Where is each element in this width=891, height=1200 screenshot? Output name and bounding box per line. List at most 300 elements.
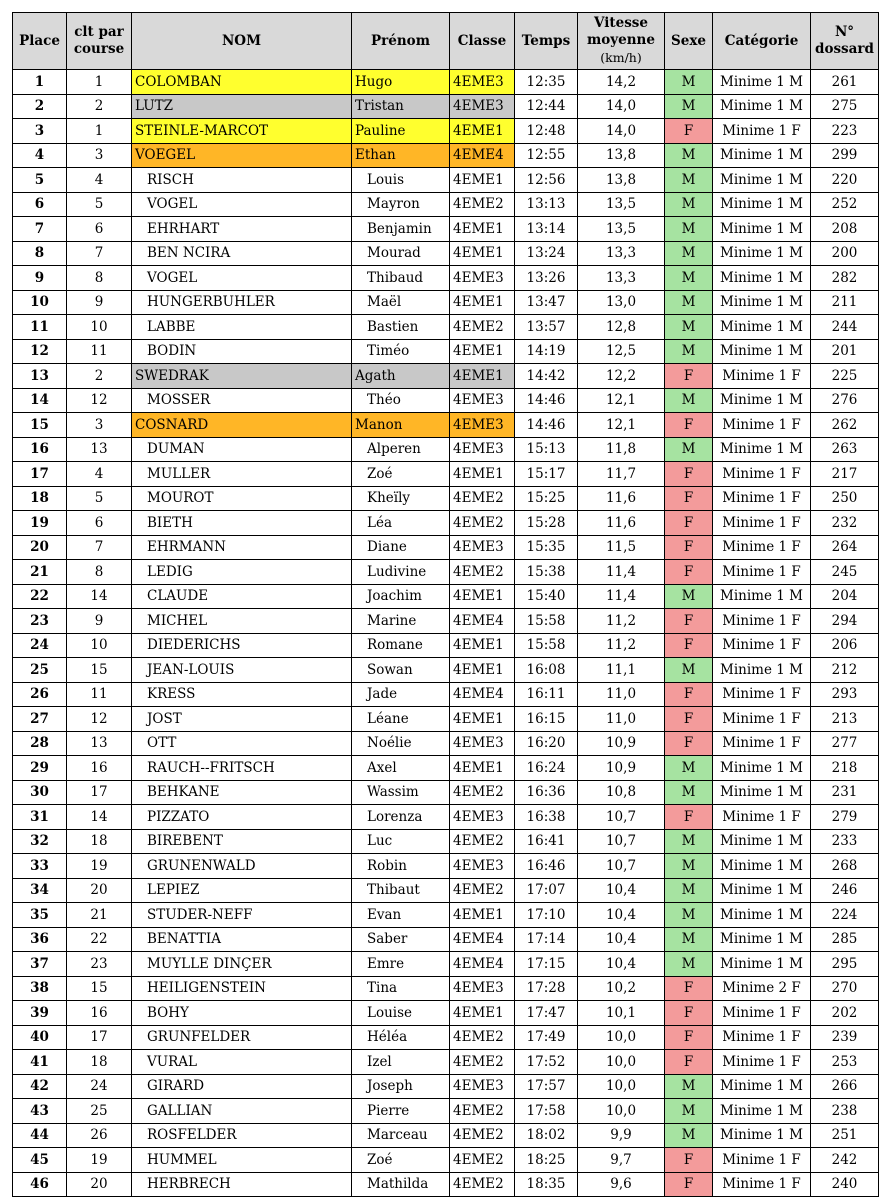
cell-categorie: Minime 1 M bbox=[713, 952, 811, 977]
cell-nom: KRESS bbox=[132, 682, 352, 707]
cell-vitesse: 13,8 bbox=[578, 143, 665, 168]
cell-temps: 17:47 bbox=[515, 1001, 578, 1026]
cell-classe: 4EME2 bbox=[450, 486, 515, 511]
table-row bbox=[13, 94, 879, 119]
cell-sexe: M bbox=[665, 1099, 713, 1124]
cell-temps: 16:08 bbox=[515, 658, 578, 683]
cell-categorie: Minime 1 M bbox=[713, 290, 811, 315]
cell-place: 7 bbox=[13, 217, 67, 242]
cell-categorie: Minime 1 M bbox=[713, 266, 811, 291]
cell-dossard: 208 bbox=[811, 217, 879, 242]
cell-place: 28 bbox=[13, 731, 67, 756]
cell-vitesse: 14,0 bbox=[578, 119, 665, 144]
table-row bbox=[13, 927, 879, 952]
cell-categorie: Minime 1 M bbox=[713, 1074, 811, 1099]
cell-dossard: 262 bbox=[811, 413, 879, 438]
cell-temps: 13:13 bbox=[515, 192, 578, 217]
cell-classe: 4EME2 bbox=[450, 560, 515, 585]
cell-sexe: M bbox=[665, 756, 713, 781]
cell-classe: 4EME1 bbox=[450, 290, 515, 315]
cell-prenom: Thibaut bbox=[352, 878, 450, 903]
header-temps: Temps bbox=[515, 13, 578, 70]
cell-place: 11 bbox=[13, 315, 67, 340]
cell-dossard: 213 bbox=[811, 707, 879, 732]
cell-categorie: Minime 1 F bbox=[713, 707, 811, 732]
cell-vitesse: 10,1 bbox=[578, 1001, 665, 1026]
cell-sexe: F bbox=[665, 1148, 713, 1173]
cell-classe: 4EME2 bbox=[450, 1050, 515, 1075]
cell-prenom: Luc bbox=[352, 829, 450, 854]
cell-prenom: Louise bbox=[352, 1001, 450, 1026]
cell-categorie: Minime 1 F bbox=[713, 731, 811, 756]
cell-classe: 4EME1 bbox=[450, 339, 515, 364]
cell-dossard: 299 bbox=[811, 143, 879, 168]
cell-dossard: 220 bbox=[811, 168, 879, 193]
cell-classe: 4EME2 bbox=[450, 878, 515, 903]
table-row bbox=[13, 854, 879, 879]
cell-sexe: F bbox=[665, 1025, 713, 1050]
cell-nom: MICHEL bbox=[132, 609, 352, 634]
cell-categorie: Minime 1 M bbox=[713, 168, 811, 193]
cell-categorie: Minime 1 M bbox=[713, 927, 811, 952]
cell-dossard: 212 bbox=[811, 658, 879, 683]
cell-clt: 18 bbox=[67, 829, 132, 854]
cell-classe: 4EME3 bbox=[450, 535, 515, 560]
cell-nom: MUYLLE DINÇER bbox=[132, 952, 352, 977]
cell-clt: 1 bbox=[67, 70, 132, 95]
cell-vitesse: 10,0 bbox=[578, 1050, 665, 1075]
cell-categorie: Minime 1 F bbox=[713, 805, 811, 830]
cell-vitesse: 10,9 bbox=[578, 756, 665, 781]
cell-temps: 13:47 bbox=[515, 290, 578, 315]
cell-prenom: Thibaud bbox=[352, 266, 450, 291]
cell-classe: 4EME2 bbox=[450, 192, 515, 217]
cell-dossard: 242 bbox=[811, 1148, 879, 1173]
cell-categorie: Minime 1 M bbox=[713, 94, 811, 119]
cell-nom: PIZZATO bbox=[132, 805, 352, 830]
cell-vitesse: 11,6 bbox=[578, 511, 665, 536]
cell-place: 30 bbox=[13, 780, 67, 805]
cell-dossard: 233 bbox=[811, 829, 879, 854]
cell-classe: 4EME4 bbox=[450, 952, 515, 977]
cell-classe: 4EME2 bbox=[450, 511, 515, 536]
cell-nom: LUTZ bbox=[132, 94, 352, 119]
cell-classe: 4EME4 bbox=[450, 682, 515, 707]
cell-vitesse: 12,8 bbox=[578, 315, 665, 340]
cell-place: 42 bbox=[13, 1074, 67, 1099]
cell-prenom: Ludivine bbox=[352, 560, 450, 585]
cell-place: 12 bbox=[13, 339, 67, 364]
cell-vitesse: 10,0 bbox=[578, 1099, 665, 1124]
cell-prenom: Louis bbox=[352, 168, 450, 193]
cell-prenom: Mathilda bbox=[352, 1172, 450, 1197]
cell-place: 20 bbox=[13, 535, 67, 560]
cell-prenom: Izel bbox=[352, 1050, 450, 1075]
cell-nom: GIRARD bbox=[132, 1074, 352, 1099]
cell-prenom: Diane bbox=[352, 535, 450, 560]
header-vitesse bbox=[578, 13, 665, 70]
cell-place: 9 bbox=[13, 266, 67, 291]
table-row bbox=[13, 119, 879, 144]
cell-vitesse: 11,0 bbox=[578, 707, 665, 732]
cell-dossard: 294 bbox=[811, 609, 879, 634]
cell-vitesse: 14,0 bbox=[578, 94, 665, 119]
cell-clt: 2 bbox=[67, 364, 132, 389]
table-row bbox=[13, 462, 879, 487]
cell-sexe: F bbox=[665, 805, 713, 830]
cell-temps: 17:07 bbox=[515, 878, 578, 903]
cell-place: 46 bbox=[13, 1172, 67, 1197]
cell-temps: 16:41 bbox=[515, 829, 578, 854]
cell-clt: 8 bbox=[67, 560, 132, 585]
cell-categorie: Minime 1 M bbox=[713, 437, 811, 462]
cell-prenom: Alperen bbox=[352, 437, 450, 462]
cell-prenom: Théo bbox=[352, 388, 450, 413]
cell-place: 41 bbox=[13, 1050, 67, 1075]
cell-categorie: Minime 1 F bbox=[713, 119, 811, 144]
cell-nom: LEDIG bbox=[132, 560, 352, 585]
cell-temps: 14:46 bbox=[515, 413, 578, 438]
cell-categorie: Minime 1 M bbox=[713, 143, 811, 168]
cell-dossard: 217 bbox=[811, 462, 879, 487]
cell-nom: VURAL bbox=[132, 1050, 352, 1075]
cell-dossard: 232 bbox=[811, 511, 879, 536]
cell-nom: LABBE bbox=[132, 315, 352, 340]
cell-place: 27 bbox=[13, 707, 67, 732]
results-table bbox=[12, 12, 879, 1197]
cell-nom: BEN NCIRA bbox=[132, 241, 352, 266]
cell-dossard: 218 bbox=[811, 756, 879, 781]
cell-clt: 20 bbox=[67, 1172, 132, 1197]
cell-clt: 4 bbox=[67, 462, 132, 487]
cell-categorie: Minime 1 M bbox=[713, 829, 811, 854]
cell-dossard: 204 bbox=[811, 584, 879, 609]
cell-sexe: F bbox=[665, 1001, 713, 1026]
cell-nom: RISCH bbox=[132, 168, 352, 193]
cell-sexe: F bbox=[665, 976, 713, 1001]
cell-nom: MOUROT bbox=[132, 486, 352, 511]
cell-classe: 4EME4 bbox=[450, 143, 515, 168]
cell-place: 1 bbox=[13, 70, 67, 95]
cell-nom: MOSSER bbox=[132, 388, 352, 413]
cell-dossard: 211 bbox=[811, 290, 879, 315]
cell-clt: 8 bbox=[67, 266, 132, 291]
cell-vitesse: 10,4 bbox=[578, 878, 665, 903]
cell-clt: 1 bbox=[67, 119, 132, 144]
header-dossard: N° dossard bbox=[811, 13, 879, 70]
cell-dossard: 263 bbox=[811, 437, 879, 462]
cell-temps: 16:11 bbox=[515, 682, 578, 707]
cell-dossard: 201 bbox=[811, 339, 879, 364]
cell-clt: 12 bbox=[67, 388, 132, 413]
cell-sexe: F bbox=[665, 560, 713, 585]
cell-dossard: 240 bbox=[811, 1172, 879, 1197]
cell-temps: 16:15 bbox=[515, 707, 578, 732]
cell-temps: 12:55 bbox=[515, 143, 578, 168]
cell-place: 14 bbox=[13, 388, 67, 413]
cell-categorie: Minime 1 F bbox=[713, 462, 811, 487]
table-row bbox=[13, 805, 879, 830]
cell-vitesse: 13,8 bbox=[578, 168, 665, 193]
cell-prenom: Marine bbox=[352, 609, 450, 634]
cell-prenom: Mayron bbox=[352, 192, 450, 217]
table-row bbox=[13, 829, 879, 854]
cell-vitesse: 11,1 bbox=[578, 658, 665, 683]
table-row bbox=[13, 511, 879, 536]
cell-sexe: M bbox=[665, 584, 713, 609]
cell-temps: 12:35 bbox=[515, 70, 578, 95]
cell-temps: 17:49 bbox=[515, 1025, 578, 1050]
cell-categorie: Minime 1 M bbox=[713, 756, 811, 781]
cell-classe: 4EME1 bbox=[450, 658, 515, 683]
cell-sexe: M bbox=[665, 290, 713, 315]
cell-dossard: 202 bbox=[811, 1001, 879, 1026]
cell-dossard: 285 bbox=[811, 927, 879, 952]
header-classe: Classe bbox=[450, 13, 515, 70]
cell-clt: 26 bbox=[67, 1123, 132, 1148]
cell-sexe: F bbox=[665, 707, 713, 732]
cell-prenom: Saber bbox=[352, 927, 450, 952]
cell-sexe: F bbox=[665, 364, 713, 389]
table-row bbox=[13, 633, 879, 658]
cell-vitesse: 10,2 bbox=[578, 976, 665, 1001]
cell-classe: 4EME2 bbox=[450, 1123, 515, 1148]
cell-temps: 17:52 bbox=[515, 1050, 578, 1075]
cell-vitesse: 11,2 bbox=[578, 609, 665, 634]
cell-sexe: F bbox=[665, 511, 713, 536]
cell-temps: 18:25 bbox=[515, 1148, 578, 1173]
cell-prenom: Maël bbox=[352, 290, 450, 315]
cell-place: 13 bbox=[13, 364, 67, 389]
table-row bbox=[13, 486, 879, 511]
table-row bbox=[13, 976, 879, 1001]
cell-vitesse: 10,7 bbox=[578, 829, 665, 854]
cell-categorie: Minime 1 M bbox=[713, 1099, 811, 1124]
cell-nom: STEINLE-MARCOT bbox=[132, 119, 352, 144]
table-row bbox=[13, 731, 879, 756]
cell-temps: 15:40 bbox=[515, 584, 578, 609]
cell-vitesse: 10,4 bbox=[578, 903, 665, 928]
cell-temps: 17:28 bbox=[515, 976, 578, 1001]
cell-nom: JEAN-LOUIS bbox=[132, 658, 352, 683]
cell-vitesse: 11,8 bbox=[578, 437, 665, 462]
cell-sexe: M bbox=[665, 217, 713, 242]
cell-categorie: Minime 1 F bbox=[713, 560, 811, 585]
cell-temps: 18:35 bbox=[515, 1172, 578, 1197]
cell-categorie: Minime 1 M bbox=[713, 241, 811, 266]
cell-sexe: M bbox=[665, 854, 713, 879]
table-row bbox=[13, 535, 879, 560]
cell-nom: EHRMANN bbox=[132, 535, 352, 560]
cell-dossard: 282 bbox=[811, 266, 879, 291]
cell-vitesse: 10,9 bbox=[578, 731, 665, 756]
cell-clt: 16 bbox=[67, 756, 132, 781]
cell-clt: 5 bbox=[67, 486, 132, 511]
cell-classe: 4EME3 bbox=[450, 266, 515, 291]
cell-vitesse: 13,0 bbox=[578, 290, 665, 315]
cell-vitesse: 10,7 bbox=[578, 854, 665, 879]
cell-dossard: 223 bbox=[811, 119, 879, 144]
cell-sexe: M bbox=[665, 94, 713, 119]
cell-sexe: F bbox=[665, 535, 713, 560]
cell-vitesse: 10,8 bbox=[578, 780, 665, 805]
cell-dossard: 275 bbox=[811, 94, 879, 119]
cell-classe: 4EME4 bbox=[450, 927, 515, 952]
table-row bbox=[13, 878, 879, 903]
cell-place: 39 bbox=[13, 1001, 67, 1026]
cell-prenom: Kheïly bbox=[352, 486, 450, 511]
cell-classe: 4EME3 bbox=[450, 437, 515, 462]
cell-sexe: M bbox=[665, 70, 713, 95]
cell-prenom: Jade bbox=[352, 682, 450, 707]
cell-prenom: Agath bbox=[352, 364, 450, 389]
cell-place: 15 bbox=[13, 413, 67, 438]
cell-classe: 4EME3 bbox=[450, 70, 515, 95]
cell-classe: 4EME1 bbox=[450, 217, 515, 242]
cell-classe: 4EME1 bbox=[450, 462, 515, 487]
cell-clt: 25 bbox=[67, 1099, 132, 1124]
cell-prenom: Bastien bbox=[352, 315, 450, 340]
cell-place: 19 bbox=[13, 511, 67, 536]
cell-categorie: Minime 1 F bbox=[713, 633, 811, 658]
cell-temps: 13:24 bbox=[515, 241, 578, 266]
cell-dossard: 231 bbox=[811, 780, 879, 805]
cell-temps: 15:35 bbox=[515, 535, 578, 560]
cell-sexe: M bbox=[665, 1074, 713, 1099]
cell-clt: 19 bbox=[67, 854, 132, 879]
cell-prenom: Robin bbox=[352, 854, 450, 879]
cell-prenom: Ethan bbox=[352, 143, 450, 168]
table-row bbox=[13, 756, 879, 781]
cell-temps: 12:56 bbox=[515, 168, 578, 193]
cell-dossard: 295 bbox=[811, 952, 879, 977]
cell-vitesse: 13,5 bbox=[578, 192, 665, 217]
table-row bbox=[13, 609, 879, 634]
cell-place: 34 bbox=[13, 878, 67, 903]
cell-nom: MULLER bbox=[132, 462, 352, 487]
cell-place: 3 bbox=[13, 119, 67, 144]
cell-place: 23 bbox=[13, 609, 67, 634]
cell-sexe: M bbox=[665, 952, 713, 977]
cell-prenom: Héléa bbox=[352, 1025, 450, 1050]
table-row bbox=[13, 1001, 879, 1026]
table-row bbox=[13, 1099, 879, 1124]
cell-place: 26 bbox=[13, 682, 67, 707]
cell-nom: EHRHART bbox=[132, 217, 352, 242]
cell-temps: 15:58 bbox=[515, 633, 578, 658]
cell-nom: BOHY bbox=[132, 1001, 352, 1026]
table-row bbox=[13, 339, 879, 364]
cell-place: 31 bbox=[13, 805, 67, 830]
cell-nom: DUMAN bbox=[132, 437, 352, 462]
cell-prenom: Noélie bbox=[352, 731, 450, 756]
table-row bbox=[13, 1074, 879, 1099]
cell-categorie: Minime 1 F bbox=[713, 1172, 811, 1197]
cell-categorie: Minime 1 F bbox=[713, 1025, 811, 1050]
cell-categorie: Minime 1 F bbox=[713, 486, 811, 511]
table-row bbox=[13, 952, 879, 977]
cell-sexe: M bbox=[665, 878, 713, 903]
cell-categorie: Minime 1 M bbox=[713, 70, 811, 95]
cell-temps: 15:25 bbox=[515, 486, 578, 511]
cell-clt: 21 bbox=[67, 903, 132, 928]
cell-categorie: Minime 2 F bbox=[713, 976, 811, 1001]
cell-sexe: M bbox=[665, 388, 713, 413]
cell-categorie: Minime 1 F bbox=[713, 609, 811, 634]
table-row bbox=[13, 560, 879, 585]
cell-prenom: Wassim bbox=[352, 780, 450, 805]
cell-categorie: Minime 1 M bbox=[713, 658, 811, 683]
cell-temps: 15:58 bbox=[515, 609, 578, 634]
cell-sexe: F bbox=[665, 731, 713, 756]
cell-vitesse: 10,4 bbox=[578, 927, 665, 952]
header-categorie: Catégorie bbox=[713, 13, 811, 70]
cell-clt: 12 bbox=[67, 707, 132, 732]
cell-classe: 4EME2 bbox=[450, 1148, 515, 1173]
cell-nom: RAUCH--FRITSCH bbox=[132, 756, 352, 781]
cell-classe: 4EME2 bbox=[450, 1099, 515, 1124]
cell-place: 10 bbox=[13, 290, 67, 315]
cell-place: 5 bbox=[13, 168, 67, 193]
cell-vitesse: 11,4 bbox=[578, 584, 665, 609]
cell-clt: 10 bbox=[67, 633, 132, 658]
cell-temps: 14:42 bbox=[515, 364, 578, 389]
cell-dossard: 266 bbox=[811, 1074, 879, 1099]
cell-vitesse: 11,2 bbox=[578, 633, 665, 658]
cell-clt: 15 bbox=[67, 658, 132, 683]
cell-clt: 3 bbox=[67, 143, 132, 168]
cell-prenom: Zoé bbox=[352, 462, 450, 487]
cell-vitesse: 10,0 bbox=[578, 1025, 665, 1050]
cell-sexe: M bbox=[665, 315, 713, 340]
cell-categorie: Minime 1 F bbox=[713, 1148, 811, 1173]
cell-dossard: 251 bbox=[811, 1123, 879, 1148]
cell-clt: 11 bbox=[67, 682, 132, 707]
cell-sexe: M bbox=[665, 168, 713, 193]
cell-categorie: Minime 1 M bbox=[713, 1123, 811, 1148]
table-row bbox=[13, 707, 879, 732]
cell-nom: HUNGERBUHLER bbox=[132, 290, 352, 315]
header-prenom: Prénom bbox=[352, 13, 450, 70]
cell-nom: JOST bbox=[132, 707, 352, 732]
cell-nom: VOGEL bbox=[132, 192, 352, 217]
cell-dossard: 293 bbox=[811, 682, 879, 707]
cell-clt: 23 bbox=[67, 952, 132, 977]
cell-vitesse: 11,4 bbox=[578, 560, 665, 585]
cell-temps: 14:46 bbox=[515, 388, 578, 413]
cell-place: 32 bbox=[13, 829, 67, 854]
cell-dossard: 264 bbox=[811, 535, 879, 560]
cell-vitesse: 12,1 bbox=[578, 413, 665, 438]
cell-categorie: Minime 1 M bbox=[713, 878, 811, 903]
table-row bbox=[13, 241, 879, 266]
cell-place: 8 bbox=[13, 241, 67, 266]
cell-vitesse: 11,7 bbox=[578, 462, 665, 487]
cell-sexe: M bbox=[665, 339, 713, 364]
cell-categorie: Minime 1 F bbox=[713, 511, 811, 536]
cell-classe: 4EME2 bbox=[450, 829, 515, 854]
table-row bbox=[13, 290, 879, 315]
cell-dossard: 239 bbox=[811, 1025, 879, 1050]
cell-categorie: Minime 1 F bbox=[713, 413, 811, 438]
cell-place: 45 bbox=[13, 1148, 67, 1173]
cell-vitesse: 13,3 bbox=[578, 241, 665, 266]
cell-dossard: 270 bbox=[811, 976, 879, 1001]
cell-classe: 4EME1 bbox=[450, 168, 515, 193]
header-nom: NOM bbox=[132, 13, 352, 70]
cell-temps: 16:36 bbox=[515, 780, 578, 805]
cell-sexe: F bbox=[665, 1172, 713, 1197]
